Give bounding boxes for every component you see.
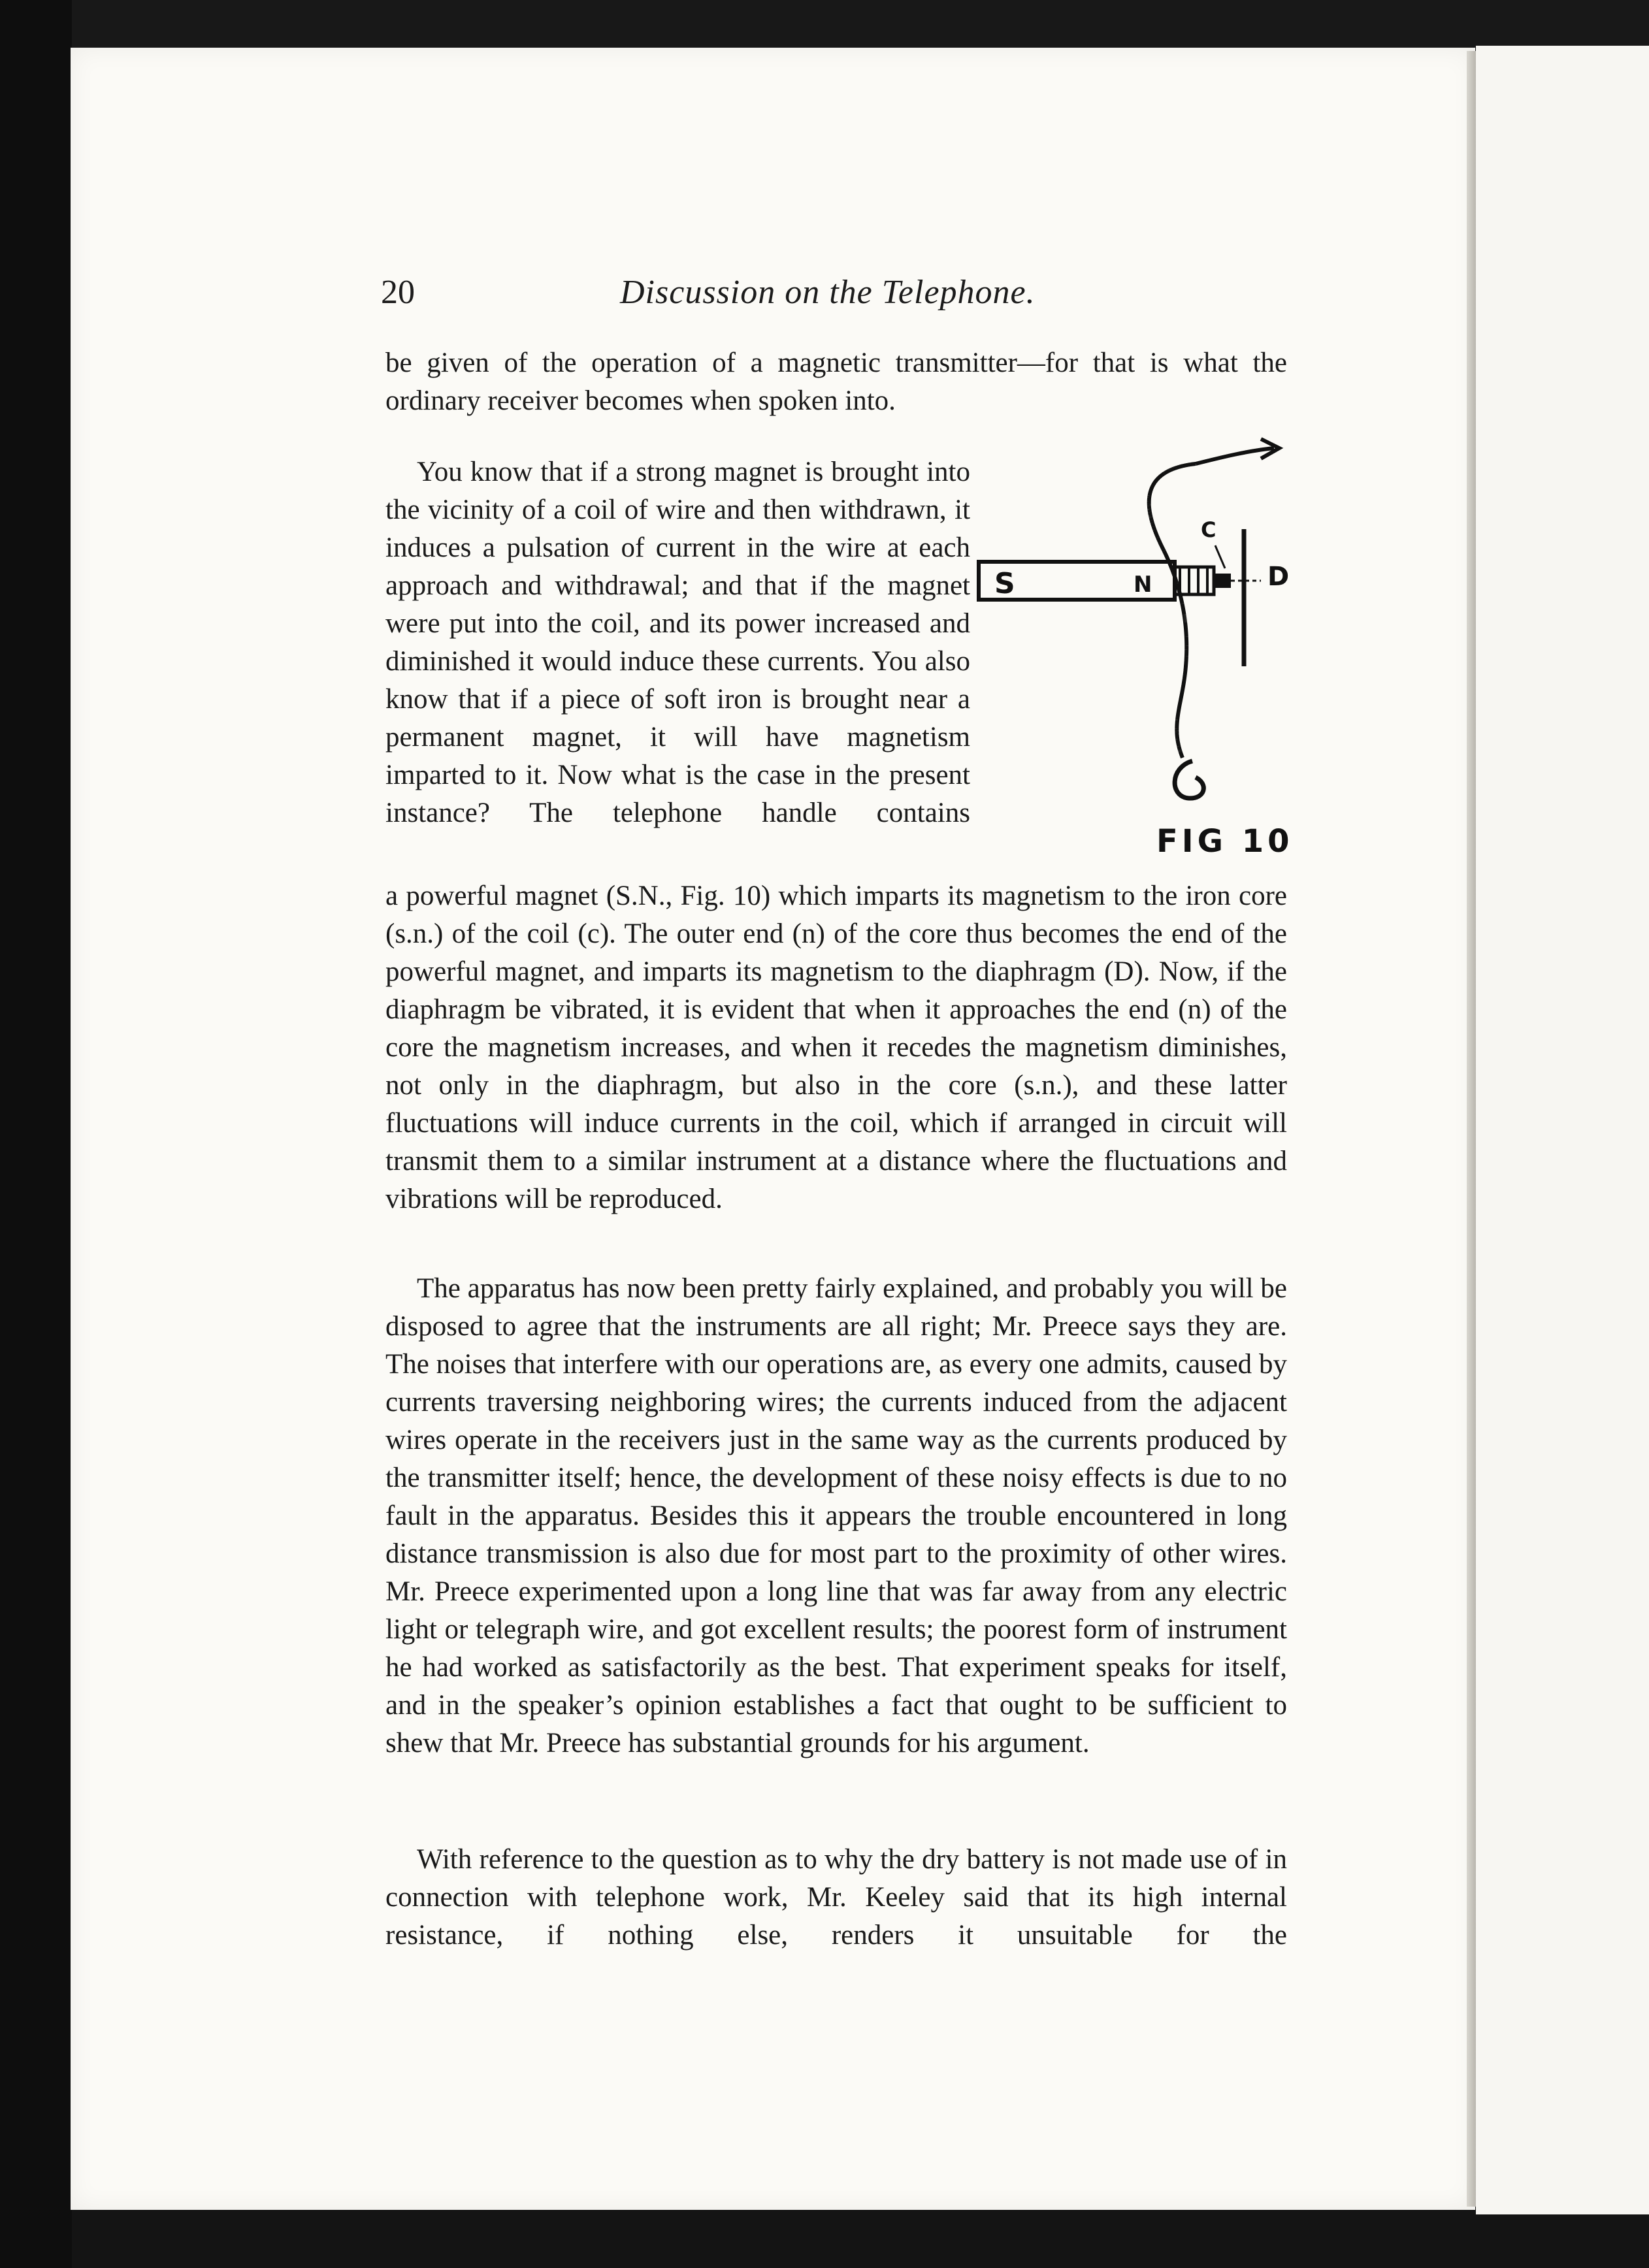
paragraph-opening-text: be given of the operation of a magnetic transmitter—for that is what the ordinary receiver becomes when spoken into. [385,348,1287,416]
label-s: S [994,567,1015,600]
pointer-to-c [1215,545,1225,568]
label-n: N [1134,572,1152,598]
paragraph-apparatus: The apparatus has now been pretty fairly explained, and probably you will be disposed to agree that the instruments are all right; Mr. Preece says they are. The noises that interfere with our operations are, as every one admits, caused by currents traversing neighboring wires; the currents induced from the adjacent wires operate in the receivers just in the same way as the currents produced by the transmitter itself; hence, the development of these noisy effects is due to no fault in the apparatus. Besides this it appears the trouble encountered in long distance transmission is also due for most part to the proximity of other wires. Mr. Preece experimented upon a long line that was far away from any electric light or telegraph wire, and got excellent results; the poorest form of instrument he had worked as satisfactorily as the best. That experiment speaks for itself, and in the speaker’s opinion establishes a fact that ought to be sufficient to shew that Mr. Preece has substantial grounds for his argument. [385,1273,1287,1758]
paragraph-magnet-wrap: You know that if a strong magnet is brought into the vicinity of a coil of wire and then withdrawn, it induces a pulsation of current in the wire at each approach and withdrawal; and that if the magnet were put into the coil, and its power increased and diminished it would induce these currents. You also know that if a piece of soft iron is brought near a permanent magnet, it will have magnetism imparted to it. Now what is the case in the present instance? The telephone handle contains [385,457,970,828]
running-title: Discussion on the Telephone. [620,274,1036,311]
page-fold-shadow [1467,51,1476,2207]
figure-10 [973,431,1307,882]
wire-loop [1175,761,1203,798]
paragraph-magnet-continued: a powerful magnet (S.N., Fig. 10) which imparts its magnetism to the iron core (s.n.) of the coil (c). The outer end (n) of the core thus becomes the end of the powerful magnet, and imparts its magnetism to the diaphragm (D). Now, if the diaphragm be vibrated, it is evident that when it approaches the end (n) of the core the magnetism increases, and when it recedes the magnetism diminishes, not only in the diaphragm, but also in the core (s.n.), and these latter fluctuations will induce currents in the coil, which if arranged in circuit will transmit them to a similar instrument at a distance where the fluctuations and vibrations will be reproduced. [385,881,1287,1214]
scan-border-top [0,0,1649,49]
label-d: D [1267,562,1290,592]
core-end [1214,574,1231,588]
telephone-diagram [973,431,1307,882]
running-head [381,273,1296,319]
scan-border-left [0,0,72,2268]
figure-caption: FIG 10 [1156,823,1294,860]
label-c: C [1201,517,1216,542]
page-number: 20 [381,274,415,311]
facing-page-edge [1476,46,1649,2214]
paragraph-battery: With reference to the question as to why the dry battery is not made use of in connection with telephone work, Mr. Keeley said that its high internal resistance, if nothing else, renders it unsuitable for the [385,1844,1287,1951]
circuit-wire [1149,464,1196,758]
